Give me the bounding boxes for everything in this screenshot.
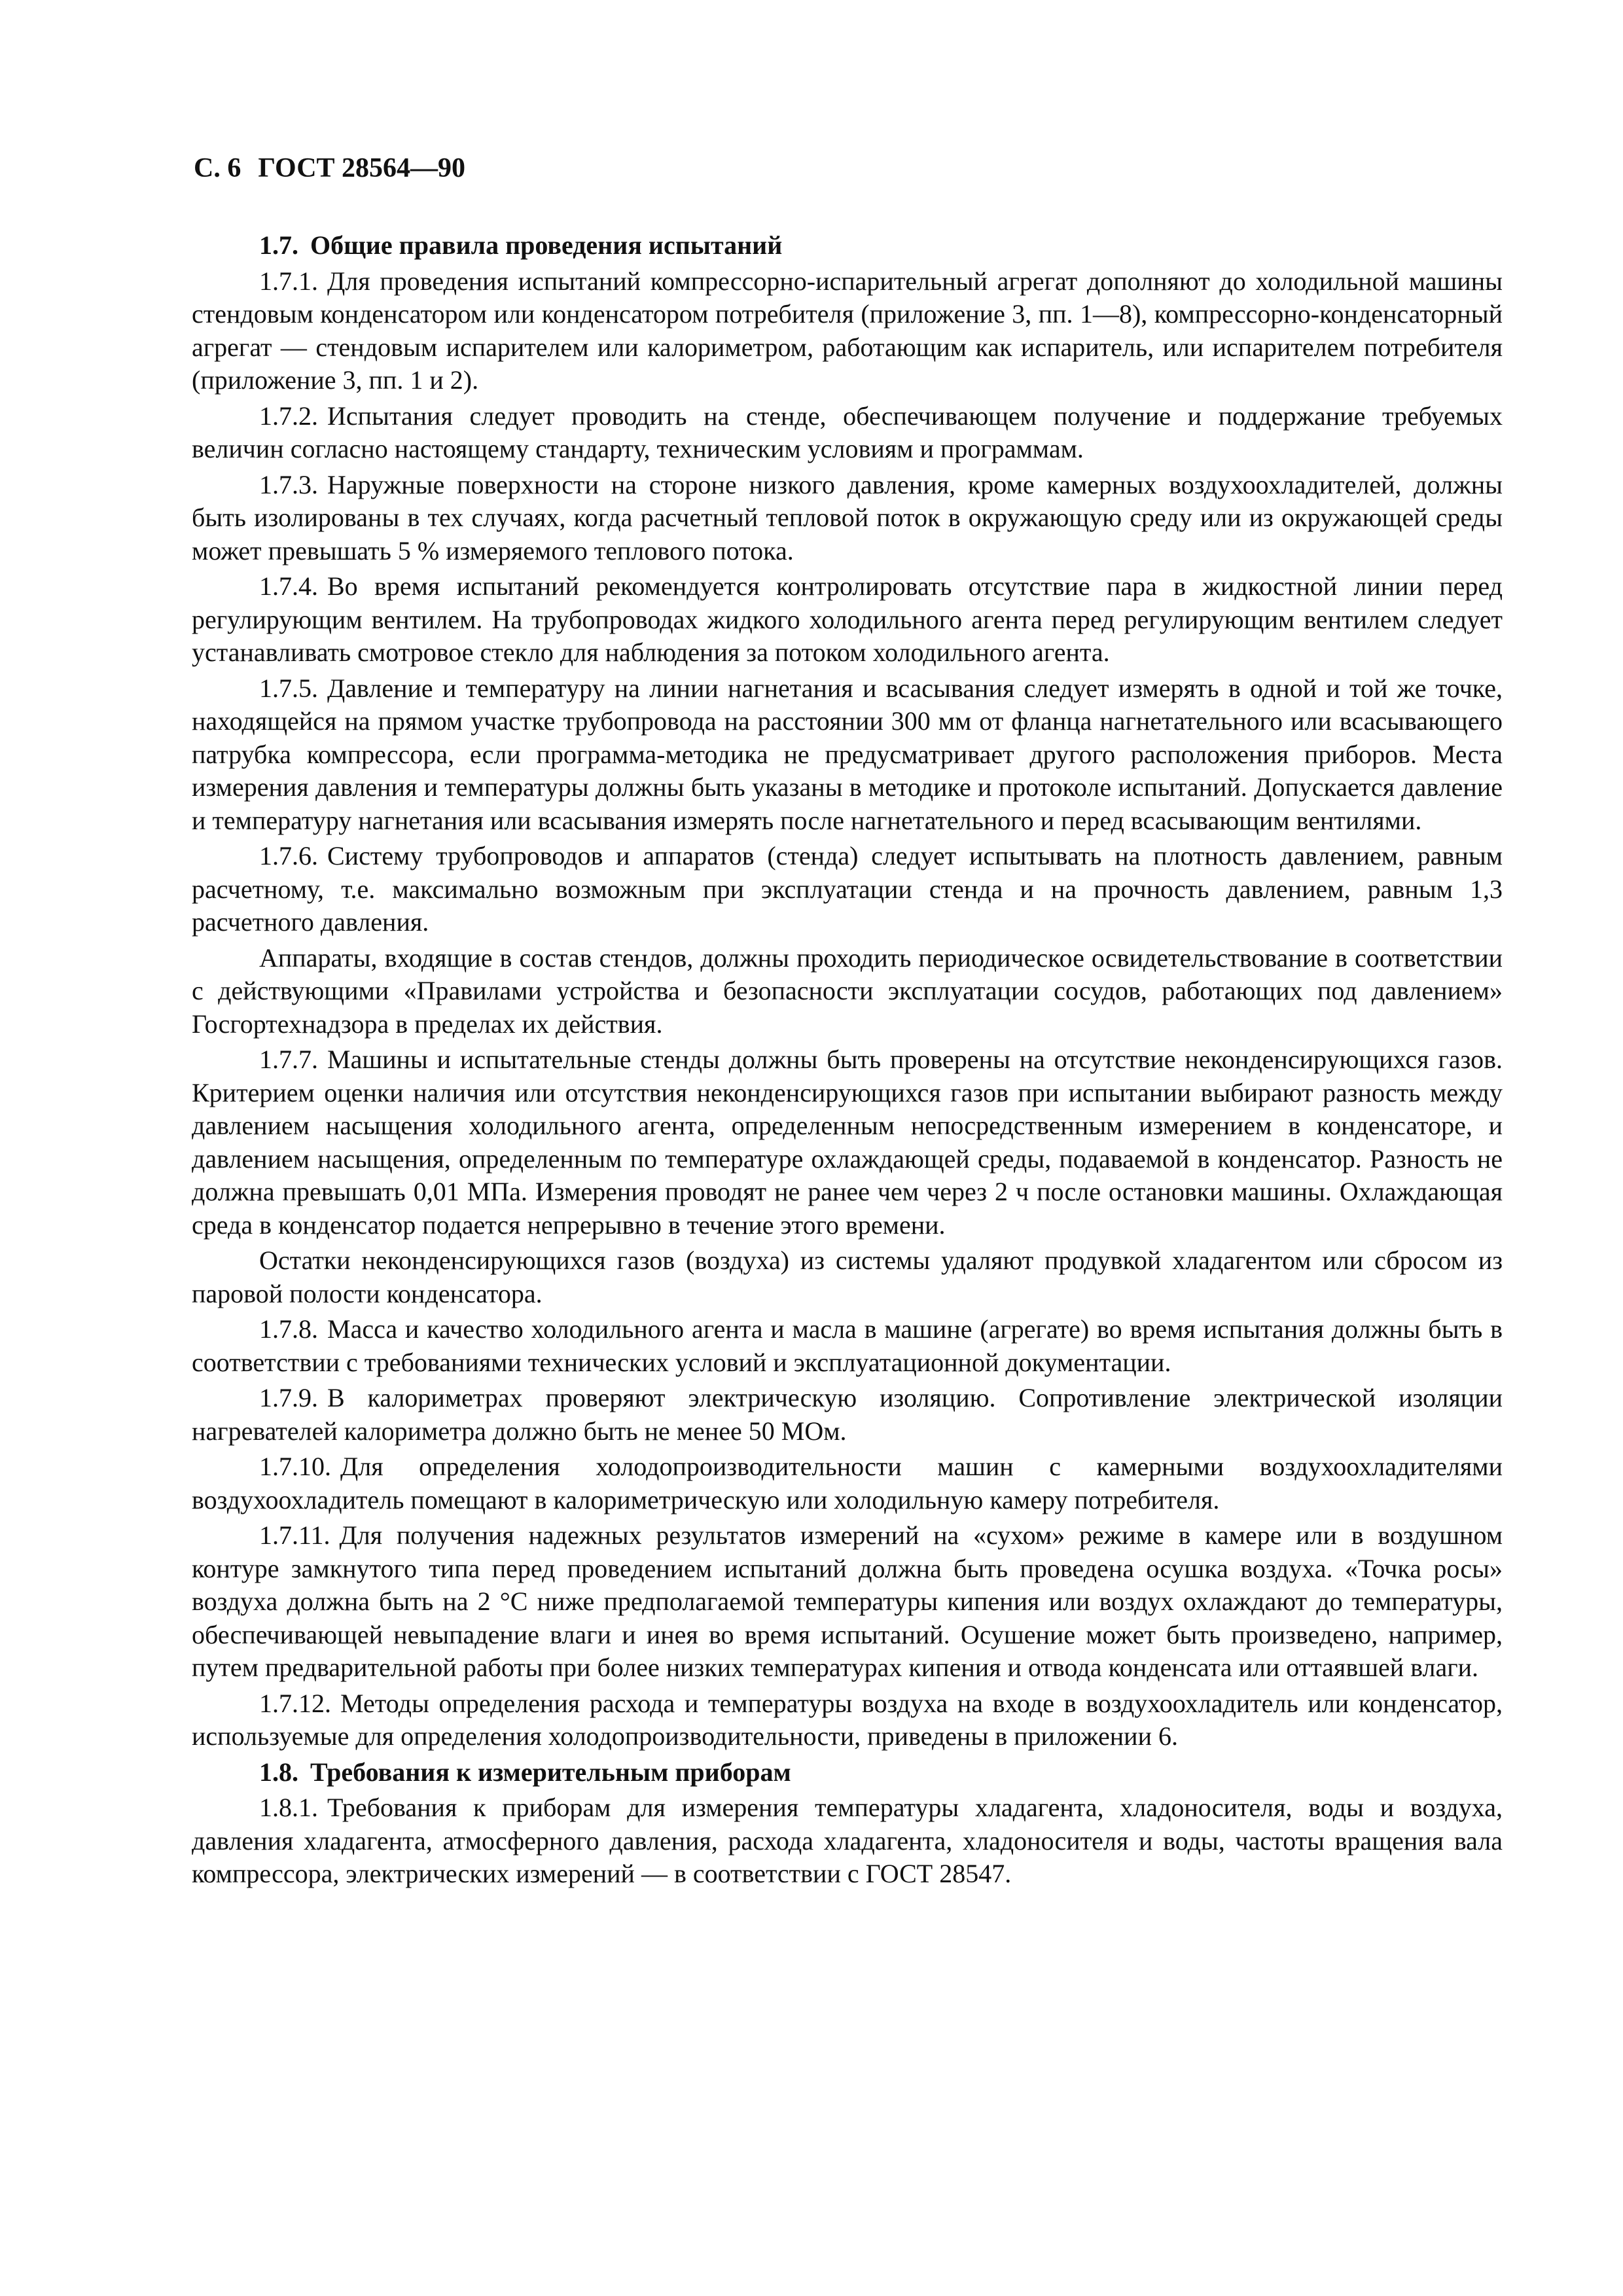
clause-text: Аппараты, входящие в состав стендов, должны проходить периодическое освидетельствование в соответствии с действующими «Правилами устройства и безопасности эксплуатации сосудов, работающих под давлением» Госгортехнадзора в пределах их действия. <box>192 942 1503 1039</box>
clause-text: Машины и испытательные стенды должны быть проверены на отсутствие неконденсирующихся газов. Критерием оценки наличия или отсутствия неконденсирующихся газов при испытании выбирают разность между давлением насыщения холодильного агента, определенным непосредственным измерением в конденсаторе, и давлением насыщения, определенным по температуре охлаждающей среды, подаваемой в конденсатор. Разность не должна превышать 0,01 МПа. Измерения проводят не ранее чем через 2 ч после остановки машины. Охлаждающая среда в конденсатор подается непрерывно в течение этого времени. <box>192 1045 1503 1240</box>
section-title: Требования к измерительным приборам <box>310 1757 791 1787</box>
clause-text: Для определения холодопроизводительности машин с камерными воздухоохладителями воздухоохладитель помещают в калориметрическую или холодильную камеру потребителя. <box>192 1452 1503 1515</box>
clause-number: 1.7.10. <box>259 1452 331 1481</box>
clause-1-7-9 <box>192 1382 1503 1448</box>
clause-1-7-2 <box>192 400 1503 466</box>
clause-text: Испытания следует проводить на стенде, обеспечивающем получение и поддержание требуемых величин согласно настоящему стандарту, техническим условиям и программам. <box>192 401 1503 463</box>
clause-text: Для проведения испытаний компрессорно-испарительный агрегат дополняют до холодильной машины стендовым конденсатором или конденсатором потребителя (приложение 3, пп. 1—8), компрессорно-конденсаторный агрегат — стендовым испарителем или калориметром, работающим как испаритель, или испарителем потребителя (приложение 3, пп. 1 и 2). <box>192 266 1503 395</box>
clause-text: В калориметрах проверяют электрическую изоляцию. Сопротивление электрической изоляции нагревателей калориметра должно быть не менее 50 МОм. <box>192 1383 1503 1446</box>
clause-1-7-4 <box>192 570 1503 670</box>
clause-number: 1.7.1. <box>259 266 318 296</box>
clause-1-7-7 <box>192 1043 1503 1242</box>
clause-number: 1.7.2. <box>259 401 318 431</box>
section-number: 1.8. <box>259 1757 298 1787</box>
clause-1-7-7-continued <box>192 1244 1503 1310</box>
clause-text: Давление и температуру на линии нагнетания и всасывания следует измерять в одной и той же точке, находящейся на прямом участке трубопровода на расстоянии 300 мм от фланца нагнетательного или всасывающего патрубка компрессора, если программа-методика не предусматривает другого расположения приборов. Места измерения давления и температуры должны быть указаны в методике и протоколе испытаний. Допускается давление и температуру нагнетания или всасывания измерять после нагнетательного и перед всасывающим вентилями. <box>192 673 1503 835</box>
clause-1-7-8 <box>192 1313 1503 1379</box>
clause-number: 1.7.12. <box>259 1688 331 1718</box>
clause-text: Наружные поверхности на стороне низкого давления, кроме камерных воздухоохладителей, должны быть изолированы в тех случаях, когда расчетный тепловой поток в окружающую среду или из окружающей среды может превышать 5 % измеряемого теплового потока. <box>192 469 1503 565</box>
clause-1-7-10 <box>192 1450 1503 1516</box>
clause-text: Методы определения расхода и температуры воздуха на входе в воздухоохладитель или конденсатор, используемые для определения холодопроизводительности, приведены в приложении 6. <box>192 1688 1503 1751</box>
document-body <box>192 229 1503 1893</box>
clause-text: Требования к приборам для измерения температуры хладагента, хладоносителя, воды и воздуха, давления хладагента, атмосферного давления, расхода хладагента, хладоносителя и воды, частоты вращения вала компрессора, электрических измерений — в соответствии с ГОСТ 28547. <box>192 1793 1503 1888</box>
section-title: Общие правила проведения испытаний <box>310 230 783 260</box>
clause-1-7-1 <box>192 265 1503 397</box>
clause-number: 1.7.5. <box>259 673 318 703</box>
section-number: 1.7. <box>259 230 298 260</box>
standard-designation: ГОСТ 28564—90 <box>258 153 466 183</box>
clause-1-7-5 <box>192 672 1503 838</box>
clause-number: 1.8.1. <box>259 1793 318 1822</box>
clause-text: Во время испытаний рекомендуется контролировать отсутствие пара в жидкостной линии перед регулирующим вентилем. На трубопроводах жидкого холодильного агента перед регулирующим вентилем следует устанавливать смотровое стекло для наблюдения за потоком холодильного агента. <box>192 571 1503 667</box>
clause-text: Остатки неконденсирующихся газов (воздуха) из системы удаляют продувкой хладагентом или сбросом из паровой полости конденсатора. <box>192 1246 1503 1308</box>
clause-number: 1.7.11. <box>259 1520 330 1550</box>
clause-number: 1.7.8. <box>259 1314 318 1344</box>
clause-text: Систему трубопроводов и аппаратов (стенда) следует испытывать на плотность давлением, равным расчетному, т.е. максимально возможным при эксплуатации стенда и на прочность давлением, равным 1,3 расчетного давления. <box>192 841 1503 937</box>
clause-number: 1.7.4. <box>259 571 318 601</box>
clause-1-7-6 <box>192 840 1503 939</box>
section-heading-1-8 <box>192 1756 1503 1789</box>
clause-text: Масса и качество холодильного агента и масла в машине (агрегате) во время испытания должны быть в соответствии с требованиями технических условий и эксплуатационной документации. <box>192 1314 1503 1377</box>
clause-number: 1.7.3. <box>259 469 318 499</box>
clause-1-7-3 <box>192 469 1503 568</box>
clause-number: 1.7.7. <box>259 1045 318 1074</box>
section-heading-1-7 <box>192 229 1503 262</box>
page-header <box>194 154 465 182</box>
clause-1-8-1 <box>192 1791 1503 1891</box>
clause-number: 1.7.6. <box>259 841 318 870</box>
clause-number: 1.7.9. <box>259 1383 318 1412</box>
clause-1-7-11 <box>192 1519 1503 1685</box>
page-number: С. 6 <box>194 153 241 183</box>
clause-1-7-6-continued <box>192 942 1503 1041</box>
clause-text: Для получения надежных результатов измерений на «сухом» режиме в камере или в воздушном контуре замкнутого типа перед проведением испытаний должна быть проведена осушка воздуха. «Точка росы» воздуха должна быть на 2 °С ниже предполагаемой температуры кипения или воздух охлаждают до температуры, обеспечивающей невыпадение влаги и инея во время испытаний. Осушение может быть произведено, например, путем предварительной работы при более низких температурах кипения и отвода конденсата или оттаявшей влаги. <box>192 1520 1503 1682</box>
clause-1-7-12 <box>192 1687 1503 1753</box>
